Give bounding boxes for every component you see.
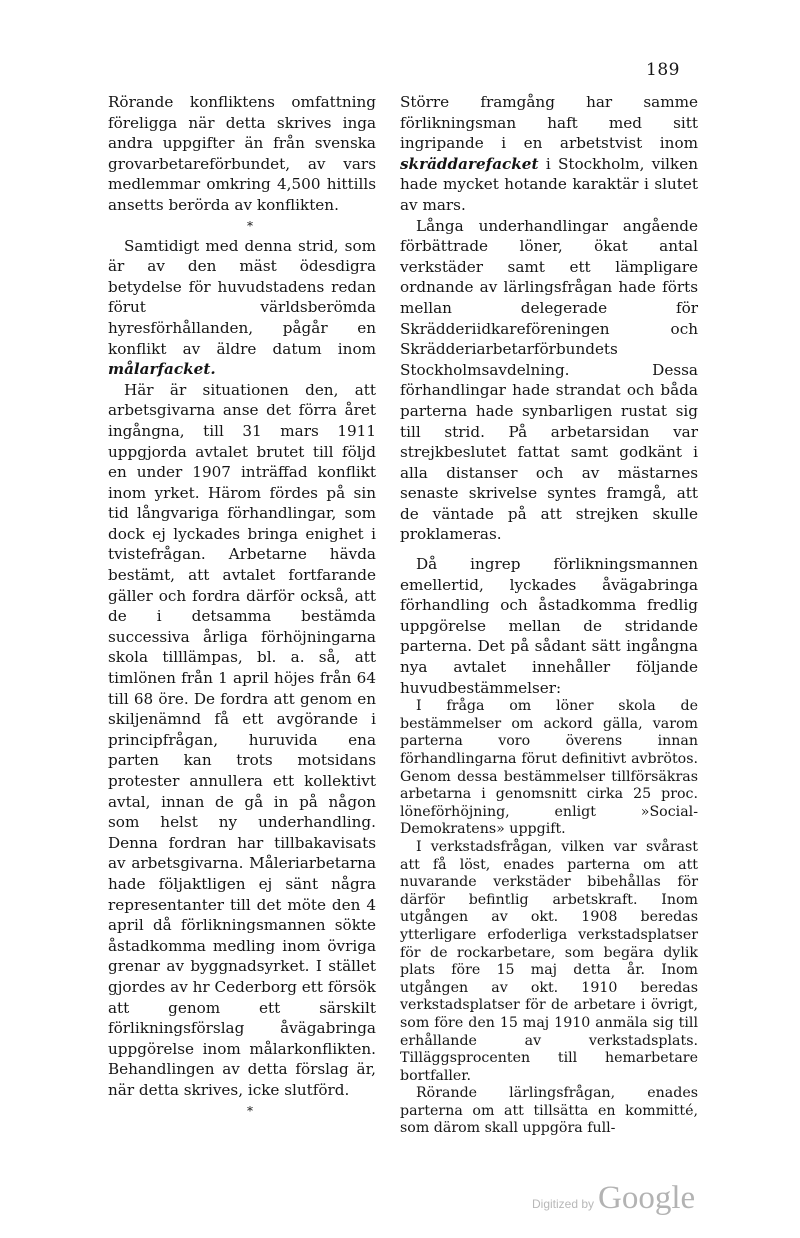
google-logo: Google <box>598 1180 696 1216</box>
paragraph-workshops: I verkstadsfrågan, vilken var svårast att få löst, enades parterna om att nuvarande verkstäder bibehållas för därför befintlig arbetskraft. Inom utgången av okt. 1908 beredas ytterligare erfoderliga verkstadsplatser för de rockarbetare, som begära dylik plats före 15 maj detta år. Inom utgången av okt. 1910 beredas verkstadsplatser för de arbetare i övrigt, som före den 15 maj 1910 anmäla sig till erhållande av verkstadsplats. Tilläggsprocenten till hemarbetare bortfaller. <box>400 838 698 1084</box>
painters-intro-text: Samtidigt med denna strid, som är av den mäst ödesdigra betydelse för huvudstadens redan förut världsberömda hyresförhållanden, pågår en konflikt av äldre datum inom <box>108 236 376 358</box>
emphasis-skraddarefacket: skräddarefacket <box>400 154 539 173</box>
tailors-intro-text-b: i Stockholm, vilken hade mycket hotande karaktär i slutet av mars. <box>400 154 699 214</box>
page-number: 189 <box>646 60 680 80</box>
paragraph-apprentices: Rörande lärlingsfrågan, enades parterna om att tillsätta en kommitté, som därom skall uppgöra full- <box>400 1085 698 1137</box>
paragraph-mediation: Då ingrep förlikningsmannen emellertid, lyckades åvägabringa förhandling och åstadkomma fredlig uppgörelse mellan de stridande parterna. Det på sådant sätt ingångna nya avtalet innehåller följande huvudbestämmelser: <box>400 555 698 697</box>
paragraph-negotiations: Långa underhandlingar angående förbättrade löner, ökat antal verkstäder samt ett lämpligare ordnande av lärlingsfrågan hade förts mellan delegerade för Skrädderiidkareföreningen och Skrädderiarbetarförbundets Stockholmsavdelning. Dessa förhandlingar hade strandat och båda parterna hade synbarligen rustat sig till strid. På arbetarsidan var strejkbeslutet fattat samt godkänt i alla distanser och av mästarnes senaste skrivelse syntes framgå, att de väntade på att strejken skulle proklameras. <box>400 216 698 544</box>
section-separator-end: * <box>247 1103 253 1118</box>
left-column <box>108 92 376 1121</box>
tailors-intro-text-a: Större framgång har samme förlikningsman haft med sitt ingripande i en arbetstvist inom <box>400 93 698 153</box>
digitized-label: Digitized by <box>532 1197 595 1211</box>
section-separator: * <box>247 218 253 233</box>
digitized-by-google-watermark <box>532 1180 695 1217</box>
paragraph-painters-situation: Här är situationen den, att arbetsgivarna anse det förra året ingångna, till 31 mars 1911 uppgjorda avtalet brutet till följd en under 1907 inträffad konflikt inom yrket. Härom fördes på sin tid långvariga förhandlingar, som dock ej lyckades bringa enighet i tvistefrågan. Arbetarne hävda bestämt, att avtalet fortfarande gäller och fordra därför också, att de i detsamma bestämda successiva årliga förhöjningarna skola tilllämpas, bl. a. så, att timlönen från 1 april höjes från 64 till 68 öre. De fordra att genom en skiljenämnd få ett avgörande i principfrågan, huruvida ena parten kan trots motsidans protester annullera ett kollektivt avtal, innan de gå in på någon som helst ny underhandling. Denna fordran har tillbakavisats av arbetsgivarna. Måleriarbetarna hade följaktligen ej sänt några representanter till det möte den 4 april då förlikningsmannen sökte åstadkomma medling inom övriga grenar av byggnadsyrket. I stället gjordes av hr Cederborg ett försök att genom ett särskilt förlikningsförslag åvägabringa uppgörelse inom målarkonflikten. Behandlingen av detta förslag är, när detta skrives, icke slutförd. <box>108 380 376 1099</box>
paragraph-wages: I fråga om löner skola de bestämmelser om ackord gälla, varom parterna voro överens innan förhandlingarna förut definitivt avbrötos. Genom dessa bestämmelser tillförsäkras arbetarna i genomsnitt cirka 25 proc. löneförhöjning, enligt »Social-Demokratens» uppgift. <box>400 698 698 838</box>
paragraph-tailors-intro <box>400 92 698 216</box>
paragraph-conflict-scope: Rörande konfliktens omfattning föreligga när detta skrives inga andra uppgifter än från svenska grovarbetareförbundet, av vars medlemmar omkring 4,500 hittills ansetts berörda av konflikten. <box>108 93 376 214</box>
emphasis-malarfacket: målarfacket. <box>108 360 216 379</box>
paragraph-painters-intro <box>108 236 376 380</box>
right-column <box>400 92 698 1138</box>
